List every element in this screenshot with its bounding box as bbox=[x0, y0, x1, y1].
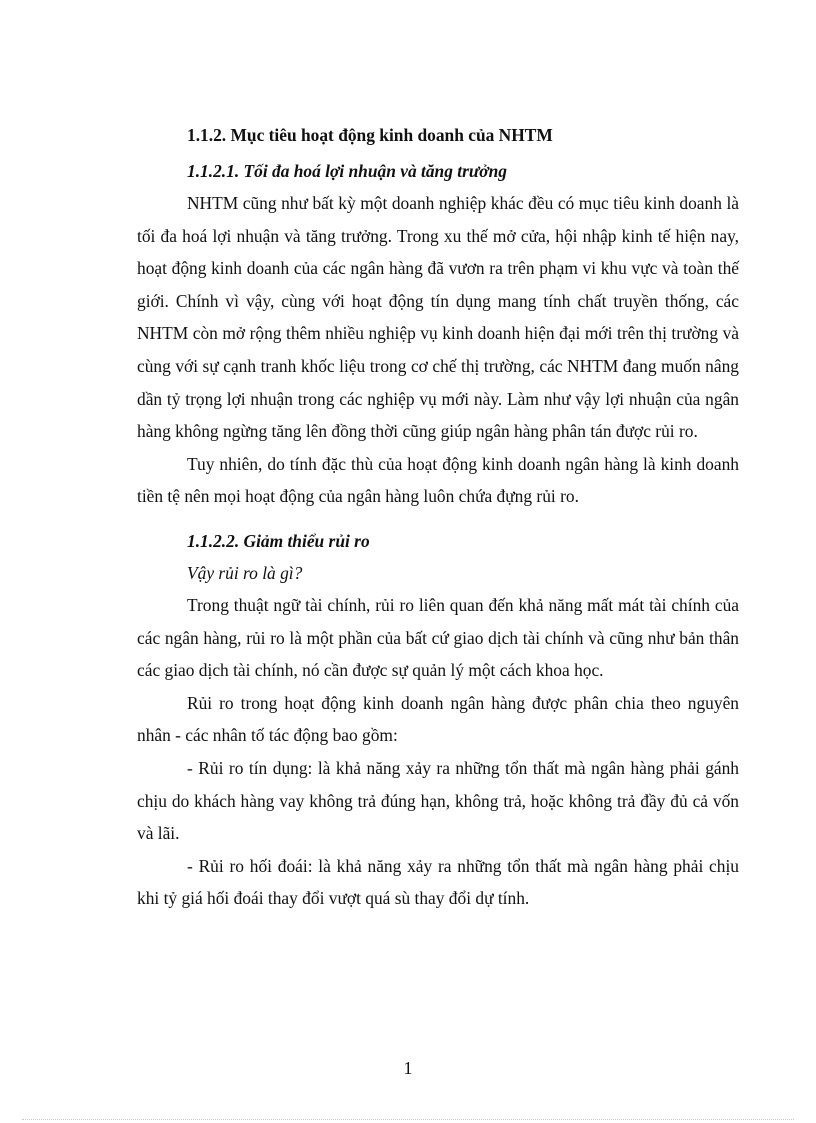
risk-question: Vậy rủi ro là gì? bbox=[187, 562, 303, 583]
section-heading: 1.1.2. Mục tiêu hoạt động kinh doanh của NHTM bbox=[187, 125, 553, 145]
paragraph-risk-nature: Tuy nhiên, do tính đặc thù của hoạt động kinh doanh ngân hàng là kinh doanh tiền tệ nên mọi hoạt động của ngân hàng luôn chứa đựng rủi ro. bbox=[137, 453, 739, 507]
spacer bbox=[137, 513, 739, 525]
paragraph-credit-risk: - Rủi ro tín dụng: là khả năng xảy ra những tổn thất mà ngân hàng phải gánh chịu do khách hàng vay không trả đúng hạn, không trả, hoặc không trả đầy đủ cả vốn và lãi. bbox=[137, 757, 739, 844]
page-number: 1 bbox=[403, 1058, 413, 1078]
subsection-heading-risk: 1.1.2.2. Giảm thiểu rủi ro bbox=[187, 530, 370, 551]
paragraph-risk-classification: Rủi ro trong hoạt động kinh doanh ngân hàng được phân chia theo nguyên nhân - các nhân tố tác động bao gồm: bbox=[137, 692, 739, 746]
paragraph-profit-goal: NHTM cũng như bất kỳ một doanh nghiệp khác đều có mục tiêu kinh doanh là tối đa hoá lợi nhuận và tăng trưởng. Trong xu thế mở cửa, hội nhập kinh tế hiện nay, hoạt động kinh doanh của các ngân hàng đã vươn ra trên phạm vi khu vực và toàn thế giới. Chính vì vậy, cùng với hoạt động tín dụng mang tính chất truyền thống, các NHTM còn mở rộng thêm nhiều nghiệp vụ kinh doanh hiện đại mới trên thị trường và cùng với sự cạnh tranh khốc liệu trong cơ chế thị trường, các NHTM đang muốn nâng dần tỷ trọng lợi nhuận trong các nghiệp vụ mới này. Làm như vậy lợi nhuận của ngân hàng không ngừng tăng lên đồng thời cũng giúp ngân hàng phân tán được rủi ro. bbox=[137, 193, 739, 442]
page-bottom-rule bbox=[22, 1119, 794, 1120]
page-content bbox=[137, 119, 739, 915]
paragraph-fx-risk: - Rủi ro hối đoái: là khả năng xảy ra những tổn thất mà ngân hàng phải chịu khi tỷ giá hối đoái thay đổi vượt quá sù thay đổi dự tính. bbox=[137, 855, 739, 909]
paragraph-risk-definition: Trong thuật ngữ tài chính, rủi ro liên quan đến khả năng mất mát tài chính của các ngân hàng, rủi ro là một phần của bất cứ giao dịch tài chính và cũng như bản thân các giao dịch tài chính, nó cần được sự quản lý một cách khoa học. bbox=[137, 594, 739, 681]
subsection-heading-profit: 1.1.2.1. Tối đa hoá lợi nhuận và tăng trưởng bbox=[187, 161, 507, 181]
